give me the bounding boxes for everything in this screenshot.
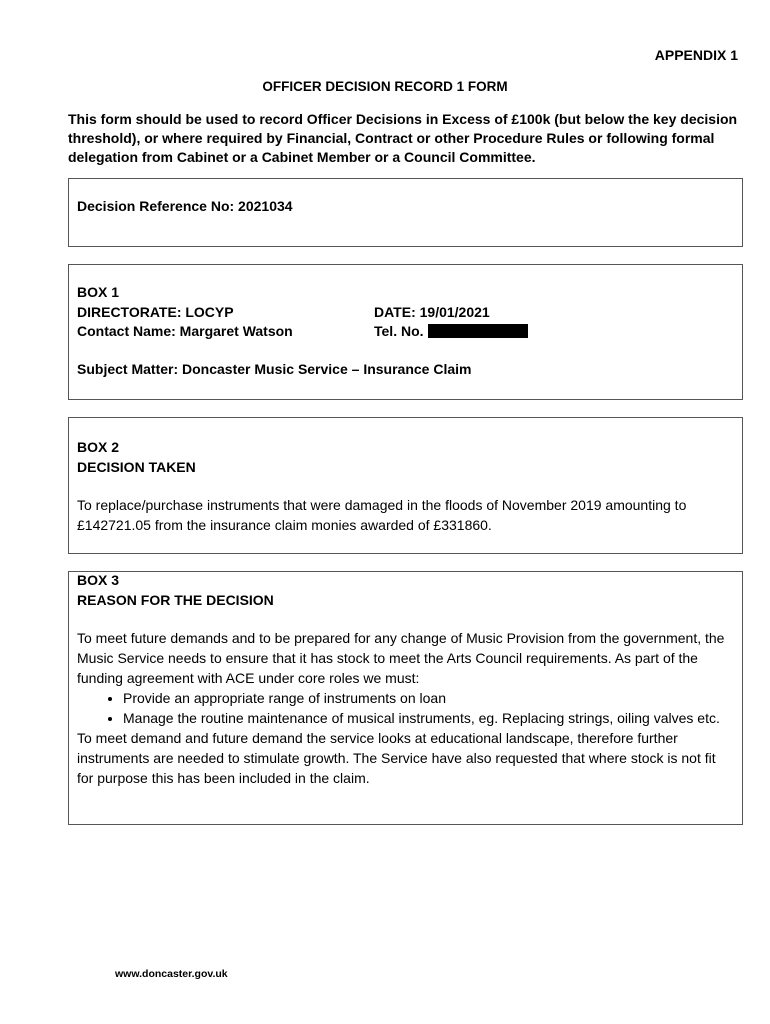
decision-taken-text: To replace/purchase instruments that were damaged in the floods of November 2019 amounting to £142721.05 from the insurance claim monies awarded of £331860. xyxy=(77,497,687,533)
reason-paragraph-1: To meet future demands and to be prepared for any change of Music Provision from the government, the Music Service needs to ensure that it has stock to meet the Arts Council requirements. As part of the funding agreement with ACE under core roles we must: xyxy=(77,630,725,686)
box-2 xyxy=(68,417,743,554)
tel-label: Tel. No. xyxy=(374,323,424,339)
box-1-title: BOX 1 xyxy=(77,284,120,300)
tel-no xyxy=(374,323,528,339)
redaction-block xyxy=(428,324,528,338)
reason-heading: REASON FOR THE DECISION xyxy=(77,592,274,608)
decision-reference-box xyxy=(68,178,743,247)
box-2-title: BOX 2 xyxy=(77,439,120,455)
date: DATE: 19/01/2021 xyxy=(374,304,490,320)
box-1 xyxy=(68,264,743,400)
decision-taken-heading: DECISION TAKEN xyxy=(77,459,196,475)
box-3-title: BOX 3 xyxy=(77,572,120,588)
list-item: • Manage the routine maintenance of musical instruments, eg. Replacing strings, oiling valves etc. xyxy=(123,708,734,728)
appendix-label: APPENDIX 1 xyxy=(654,47,738,63)
box-3 xyxy=(68,571,743,825)
contact-name: Contact Name: Margaret Watson xyxy=(77,323,293,339)
intro-text: This form should be used to record Officer Decisions in Excess of £100k (but below the key decision threshold), or where required by Financial, Contract or other Procedure Rules or following formal delegation from Cabinet or a Cabinet Member or a Council Committee. xyxy=(68,111,738,165)
form-title: OFFICER DECISION RECORD 1 FORM xyxy=(262,79,508,94)
decision-reference: Decision Reference No: 2021034 xyxy=(77,198,293,214)
reason-paragraph-2: To meet demand and future demand the service looks at educational landscape, therefore further instruments are needed to stimulate growth. The Service have also requested that where stock is not fit for purpose this has been included in the claim. xyxy=(77,730,716,786)
subject-matter: Subject Matter: Doncaster Music Service – Insurance Claim xyxy=(77,361,472,377)
footer-url: www.doncaster.gov.uk xyxy=(115,968,228,980)
reason-bullet-list xyxy=(77,688,734,728)
directorate: DIRECTORATE: LOCYP xyxy=(77,304,234,320)
list-item: • Provide an appropriate range of instruments on loan xyxy=(123,688,734,708)
